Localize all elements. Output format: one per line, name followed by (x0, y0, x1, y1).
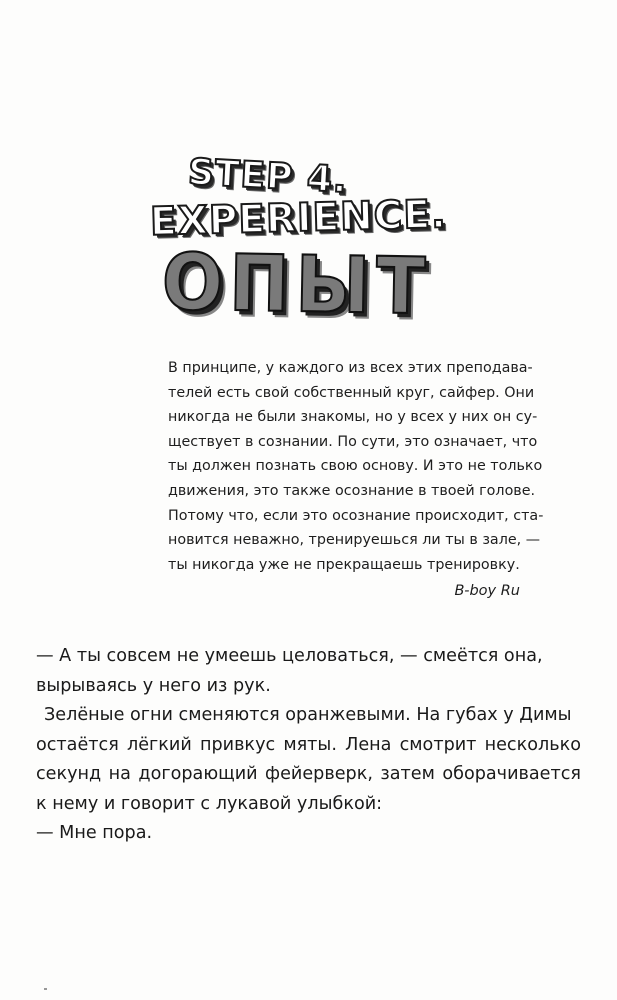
chapter-title-russian: ОПЫТ (161, 236, 432, 332)
body-line: — Мне пора. (36, 823, 153, 843)
epigraph-line: телей есть свой собственный круг, сайфер. Они (168, 384, 535, 401)
body-line: вырываясь у него из рук. (36, 675, 271, 696)
epigraph (168, 356, 544, 603)
epigraph-line: ществует в сознании. По сути, это означает, что (168, 433, 538, 450)
epigraph-line: ты никогда уже не прекращаешь тренировку. (168, 556, 520, 573)
chapter-title-step: STEP 4. (187, 151, 349, 202)
scan-speck (44, 988, 47, 990)
epigraph-line: В принципе, у каждого из всех этих преподава- (168, 360, 533, 376)
epigraph-line: никогда не были знакомы, но у всех у них он су- (168, 409, 538, 426)
epigraph-line: новится неважно, тренируешься ли ты в зале, — (168, 532, 541, 549)
chapter-title-english: EXPERIENCE. (149, 192, 448, 245)
body-line: — А ты совсем не умеешь целоваться, — смеётся она, (36, 646, 543, 666)
body-line: Зелёные огни сменяются оранжевыми. На губах у Димы (44, 705, 572, 725)
epigraph-line: движения, это также осознание в твоей голове. (168, 482, 536, 499)
epigraph-line: ты должен познать свою основу. И это не только (168, 458, 543, 475)
body-text (36, 642, 581, 849)
epigraph-line: Потому что, если это осознание происходит, ста- (168, 507, 544, 524)
body-line: остаётся лёгкий привкус мяты. Лена смотрит несколько (36, 734, 581, 755)
epigraph-author: B-boy Ru (454, 583, 520, 600)
body-line: к нему и говорит с лукавой улыбкой: (36, 793, 383, 814)
body-line: секунд на догорающий фейерверк, затем оборачивается (36, 764, 581, 784)
chapter-title (150, 150, 470, 340)
